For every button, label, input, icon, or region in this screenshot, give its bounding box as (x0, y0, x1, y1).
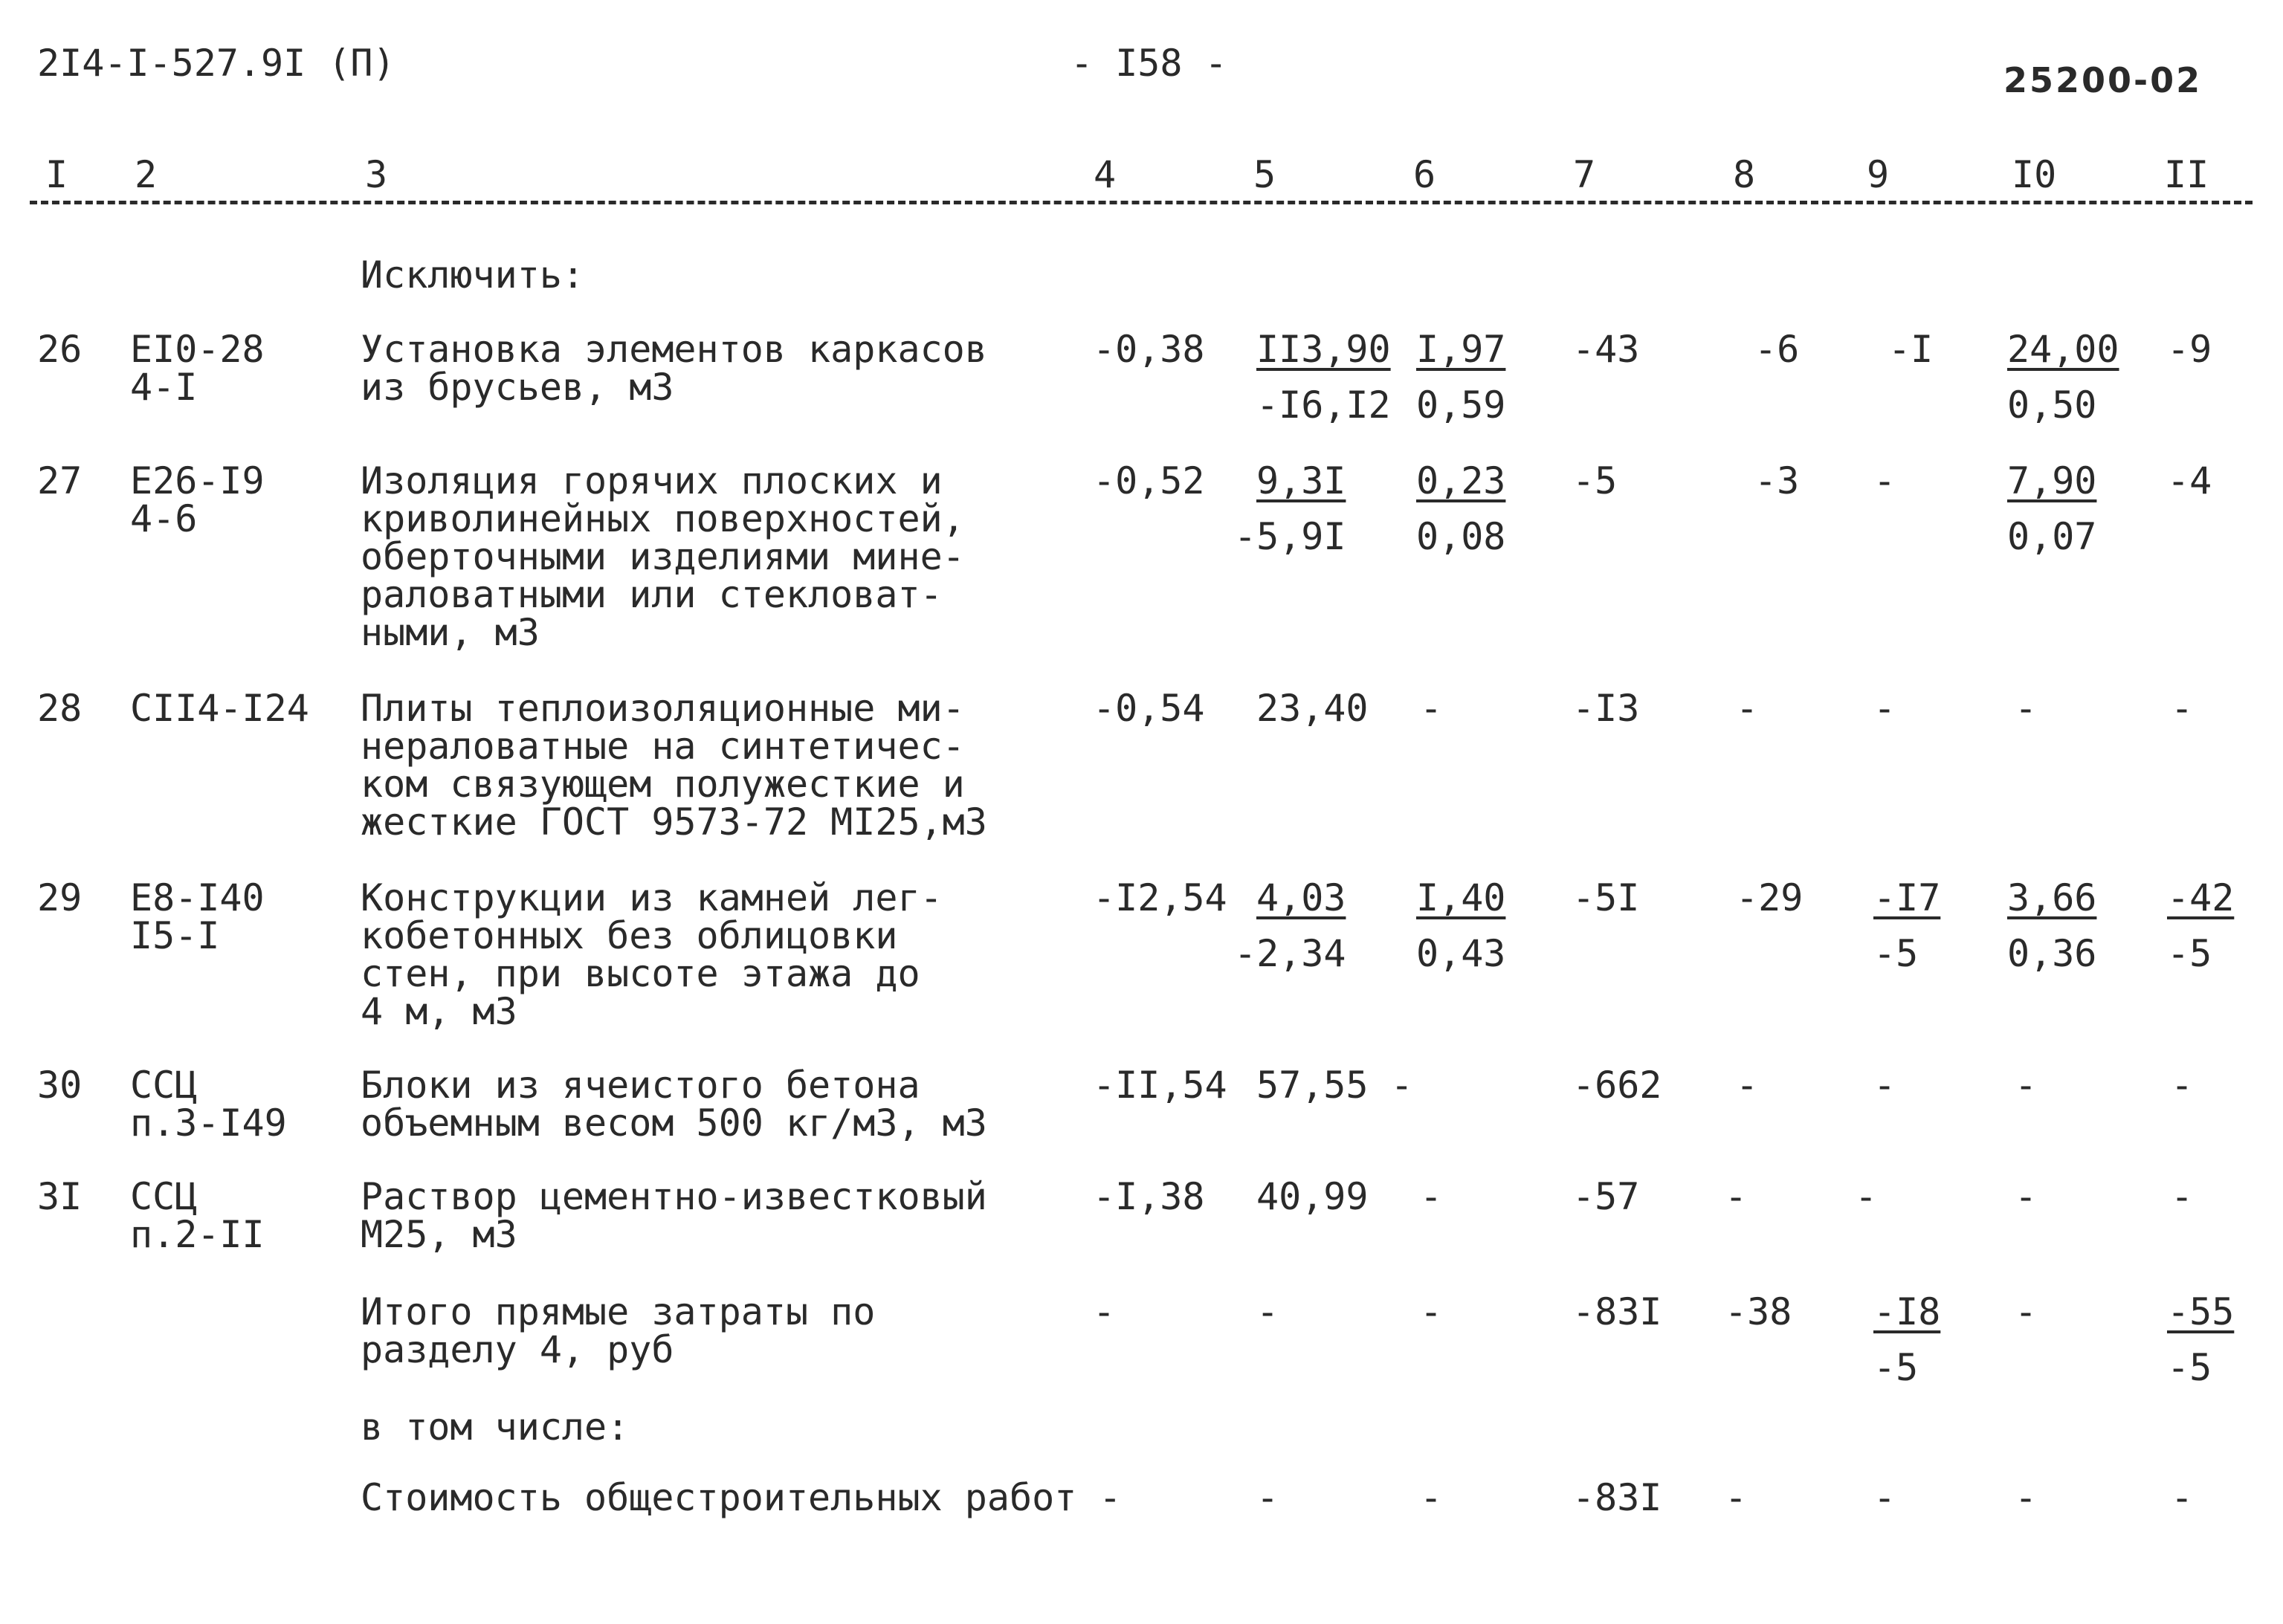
wages-total: -6 (1754, 328, 1800, 371)
unit-machine-cost: I,97 (1416, 328, 1506, 371)
machine-total: -I (1888, 328, 1934, 371)
work-description: Раствор цементно-известковый M25, м3 (361, 1175, 987, 1256)
unit-machine-wages: 0,08 (1416, 515, 1506, 558)
norm-code: EI0-28 4-I (130, 328, 265, 409)
total-cost: -662 (1572, 1064, 1662, 1107)
machine-total: - (1873, 459, 1896, 502)
row-number: 30 (37, 1064, 83, 1107)
general-cost-machine: - (1873, 1476, 1896, 1519)
unit-machine-wages: 0,43 (1416, 932, 1506, 975)
general-cost-labour: - (2171, 1476, 2194, 1519)
machine-wages-total: -5 (1873, 932, 1919, 975)
labour-total: -9 (2167, 328, 2212, 371)
totals-wages: -38 (1725, 1290, 1792, 1333)
unit-cost-total: 40,99 (1256, 1175, 1369, 1218)
labour-machinist-unit: 0,36 (2007, 932, 2097, 975)
quantity: -0,38 (1093, 328, 1205, 371)
machine-total: -I7 (1873, 876, 1941, 919)
unit-cost-total: 9,3I (1256, 459, 1346, 502)
total-cost: -5 (1572, 459, 1618, 502)
totals-description: Итого прямые затраты по разделу 4, руб (361, 1290, 876, 1371)
general-cost-wages: - (1725, 1476, 1748, 1519)
document-code: 2I4-I-527.9I (П) (37, 42, 395, 85)
norm-code: CII4-I24 (130, 687, 309, 730)
labour-unit: - (2015, 1064, 2038, 1107)
labour-total: - (2171, 1175, 2194, 1218)
labour-unit: - (2015, 687, 2038, 730)
norm-code: E26-I9 4-6 (130, 459, 265, 540)
totals-labour-machinist: -5 (2167, 1346, 2212, 1389)
total-cost: -57 (1572, 1175, 1640, 1218)
row-number: 27 (37, 459, 83, 502)
unit-cost-total: 57,55 - (1256, 1064, 1413, 1107)
unit-cost-wages: -5,9I (1234, 515, 1346, 558)
quantity: -0,52 (1093, 459, 1205, 502)
totals-labour-unit: - (2015, 1290, 2038, 1333)
wages-total: - (1736, 687, 1759, 730)
totals-quantity: - (1093, 1290, 1116, 1333)
totals-machine: -I8 (1873, 1290, 1941, 1333)
unit-machine-cost: 0,23 (1416, 459, 1506, 502)
general-cost-unit: - (1256, 1476, 1279, 1519)
column-number: II (2160, 156, 2213, 193)
unit-cost-total: 4,03 (1256, 876, 1346, 919)
work-description: Конструкции из камней лег- кобетонных без облицовки стен, при высоте этажа до 4 м, м3 (361, 876, 943, 1033)
norm-code: E8-I40 I5-I (130, 876, 265, 957)
quantity: -0,54 (1093, 687, 1205, 730)
machine-total: - (1873, 1064, 1896, 1107)
unit-machine-cost: - (1420, 687, 1443, 730)
machine-total: - (1855, 1175, 1878, 1218)
unit-machine-cost: I,40 (1416, 876, 1506, 919)
general-cost-total: -83I (1572, 1476, 1662, 1519)
labour-unit: 7,90 (2007, 459, 2097, 502)
unit-cost-total: 23,40 (1256, 687, 1369, 730)
work-description: Блоки из ячеистого бетона объемным весом 500 кг/м3, м3 (361, 1064, 987, 1145)
row-number: 3I (37, 1175, 83, 1218)
unit-machine-wages: 0,59 (1416, 384, 1506, 427)
unit-cost-total: II3,90 (1256, 328, 1391, 371)
totals-unit-cost: - (1256, 1290, 1279, 1333)
total-cost: -43 (1572, 328, 1640, 371)
totals-machine-wages: -5 (1873, 1346, 1919, 1389)
labour-total: -4 (2167, 459, 2212, 502)
labour-unit: 24,00 (2007, 328, 2119, 371)
machine-total: - (1873, 687, 1896, 730)
column-number: 4 (1089, 156, 1120, 193)
general-cost-description: Стоимость общестроительных работ - (361, 1476, 1122, 1519)
labour-total: - (2171, 1064, 2194, 1107)
totals-labour: -55 (2167, 1290, 2235, 1333)
wages-total: -29 (1736, 876, 1804, 919)
sheet-stamp: 25200-02 (2003, 60, 2203, 100)
work-description: Изоляция горячих плоских и криволинейных поверхностей, оберточными изделиями мине- раловатными или стекловат- ными, м3 (361, 459, 965, 654)
labour-machinist-unit: 0,07 (2007, 515, 2097, 558)
column-number: I (41, 156, 72, 193)
column-header-rule (30, 201, 2253, 204)
labour-total: - (2171, 687, 2194, 730)
wages-total: - (1736, 1064, 1759, 1107)
column-number: 2 (130, 156, 161, 193)
column-number: 7 (1569, 156, 1600, 193)
total-cost: -I3 (1572, 687, 1640, 730)
labour-unit: - (2015, 1175, 2038, 1218)
totals-total-cost: -83I (1572, 1290, 1662, 1333)
wages-total: -3 (1754, 459, 1800, 502)
unit-machine-cost: - (1420, 1175, 1443, 1218)
column-number: I0 (2007, 156, 2061, 193)
unit-cost-wages: -2,34 (1234, 932, 1346, 975)
work-description: Плиты теплоизоляционные ми- нераловатные на синтетичес- ком связующем полужесткие и жесткие ГОСТ 9573-72 MI25,м3 (361, 687, 987, 844)
labour-machinist-unit: 0,50 (2007, 384, 2097, 427)
page-number: - I58 - (1071, 42, 1227, 85)
column-number: 8 (1728, 156, 1760, 193)
row-number: 26 (37, 328, 83, 371)
unit-cost-wages: -I6,I2 (1256, 384, 1391, 427)
column-number: 9 (1862, 156, 1893, 193)
row-number: 29 (37, 876, 83, 919)
quantity: -II,54 (1093, 1064, 1227, 1107)
labour-machinist-total: -5 (2167, 932, 2212, 975)
column-number: 5 (1249, 156, 1280, 193)
section-label: Исключить: (361, 253, 585, 297)
total-cost: -5I (1572, 876, 1640, 919)
norm-code: ССЦ п.3-I49 (130, 1064, 287, 1145)
quantity: -I2,54 (1093, 876, 1227, 919)
norm-code: ССЦ п.2-II (130, 1175, 265, 1256)
totals-unit-machine: - (1420, 1290, 1443, 1333)
work-description: Установка элементов каркасов из брусьев, м3 (361, 328, 987, 409)
quantity: -I,38 (1093, 1175, 1205, 1218)
row-number: 28 (37, 687, 83, 730)
labour-total: -42 (2167, 876, 2235, 919)
column-number: 6 (1409, 156, 1440, 193)
labour-unit: 3,66 (2007, 876, 2097, 919)
wages-total: - (1725, 1175, 1748, 1218)
including-label: в том числе: (361, 1405, 630, 1449)
column-number: 3 (361, 156, 392, 193)
general-cost-machine-unit: - (1420, 1476, 1443, 1519)
general-cost-labour-unit: - (2015, 1476, 2038, 1519)
